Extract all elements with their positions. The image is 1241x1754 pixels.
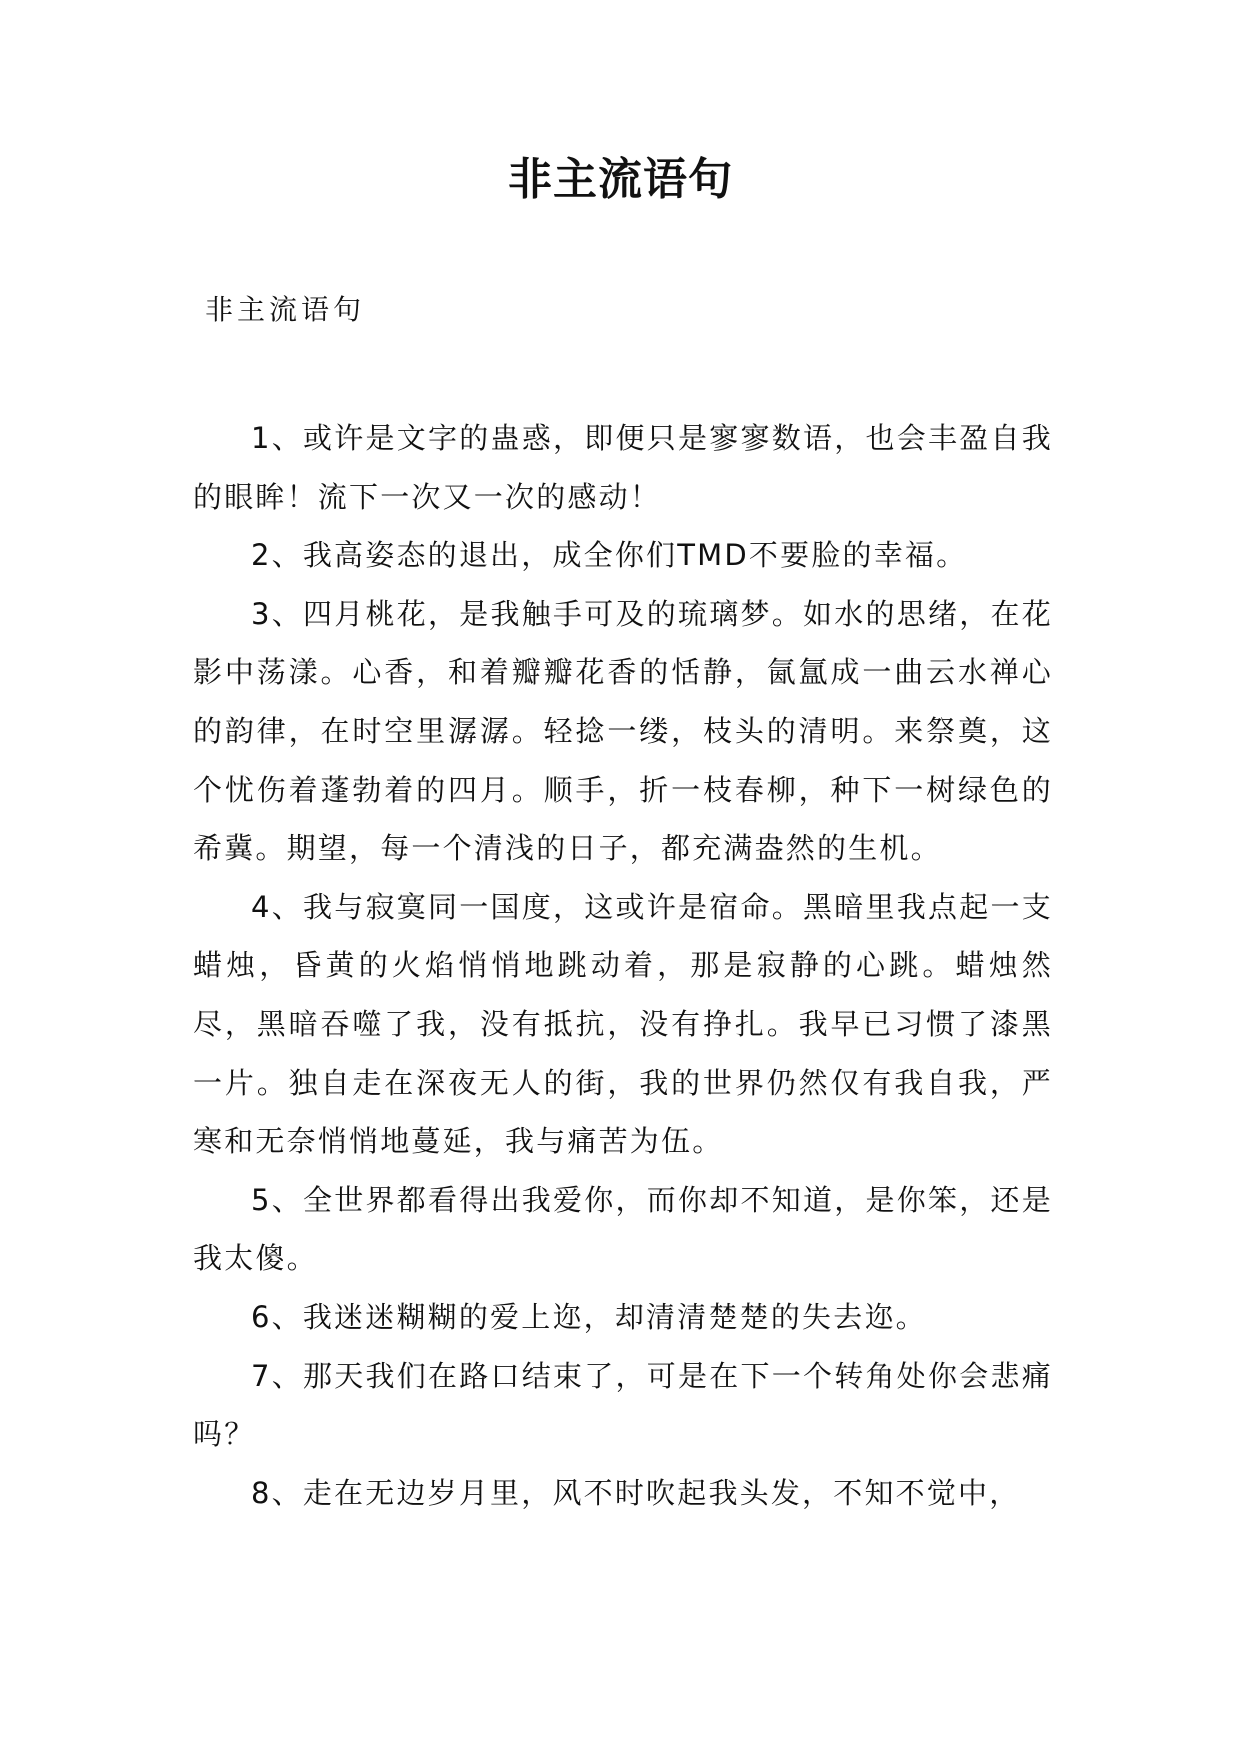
- document-subtitle: 非主流语句: [205, 293, 366, 326]
- paragraph: 8、走在无边岁月里，风不时吹起我头发，不知不觉中，: [251, 1475, 1021, 1510]
- paragraph: 2、我高姿态的退出，成全你们TMD不要脸的幸福。: [251, 538, 968, 573]
- paragraph: 4、我与寂寞同一国度，这或许是宿命。黑暗里我点起一支蜡烛，昏黄的火焰悄悄地跳动着，那是寂静的心跳。蜡烛然尽，黑暗吞噬了我，没有抵抗，没有挣扎。我早已习惯了漆黑一片。独自走在深夜无人的街，我的世界仍然仅有我自我，严寒和无奈悄悄地蔓延，我与痛苦为伍。: [193, 889, 1053, 1159]
- paragraph: 5、全世界都看得出我爱你，而你却不知道，是你笨，还是我太傻。: [193, 1182, 1053, 1276]
- document-body: [193, 409, 1053, 1522]
- paragraph: 3、四月桃花，是我触手可及的琉璃梦。如水的思绪，在花影中荡漾。心香，和着瓣瓣花香的恬静，氤氲成一曲云水禅心的韵律，在时空里潺潺。轻捻一缕，枝头的清明。来祭奠，这个忧伤着蓬勃着的四月。顺手，折一枝春柳，种下一树绿色的希冀。期望，每一个清浅的日子，都充满盎然的生机。: [193, 596, 1053, 866]
- paragraph: 1、或许是文字的蛊惑，即便只是寥寥数语，也会丰盈自我的眼眸！流下一次又一次的感动！: [193, 421, 1053, 514]
- paragraph: 7、那天我们在路口结束了，可是在下一个转角处你会悲痛吗？: [193, 1358, 1053, 1452]
- paragraph: 6、我迷迷糊糊的爱上迩，却清清楚楚的失去迩。: [251, 1299, 927, 1334]
- document-title: 非主流语句: [508, 154, 733, 205]
